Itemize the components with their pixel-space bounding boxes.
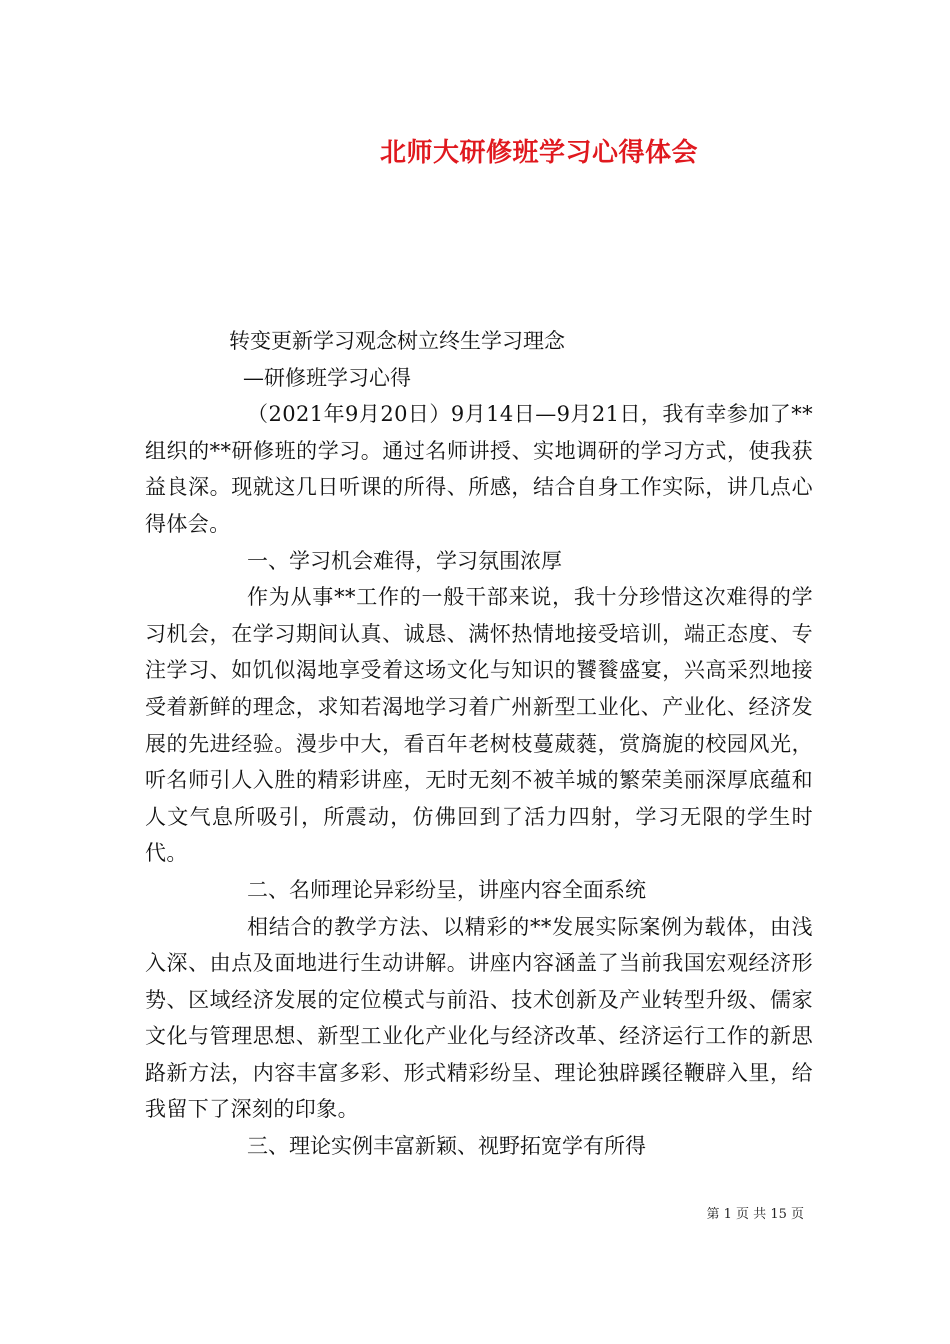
subtitle: 转变更新学习观念树立终生学习理念 — [229, 329, 565, 353]
document-title: 北师大研修班学习心得体会 — [379, 138, 698, 168]
paragraph-intro: （2021年9月20日）9月14日—9月21日，我有幸参加了**组织的**研修班的学习。通过名师讲授、实地调研的学习方式，使我获益良深。现就这几日听课的所得、所感，结合自身工作实际，讲几点心得体会。 — [145, 402, 813, 536]
page-number-footer: 第 1 页 共 15 页 — [706, 1207, 804, 1222]
paragraph-1: 作为从事**工作的一般干部来说，我十分珍惜这次难得的学习机会，在学习期间认真、诚恳、满怀热情地接受培训，端正态度、专注学习、如饥似渴地享受着这场文化与知识的饕餮盛宴，兴高采烈地接受着新鲜的理念，求知若渴地学习着广州新型工业化、产业化、经济发展的先进经验。漫步中大，看百年老树枝蔓葳蕤，赏旖旎的校园风光，听名师引人入胜的精彩讲座，无时无刻不被羊城的繁荣美丽深厚底蕴和人文气息所吸引，所震动，仿佛回到了活力四射，学习无限的学生时代。 — [145, 585, 813, 866]
subtitle-secondary: —研修班学习心得 — [243, 365, 411, 390]
section-heading-3: 三、理论实例丰富新颖、视野拓宽学有所得 — [247, 1134, 646, 1159]
paragraph-2: 相结合的教学方法、以精彩的**发展实际案例为载体，由浅入深、由点及面地进行生动讲解。讲座内容涵盖了当前我国宏观经济形势、区域经济发展的定位模式与前沿、技术创新及产业转型升级、儒家文化与管理思想、新型工业化产业化与经济改革、经济运行工作的新思路新方法，内容丰富多彩、形式精彩纷呈、理论独辟蹊径鞭辟入里，给我留下了深刻的印象。 — [145, 914, 813, 1122]
section-heading-2: 二、名师理论异彩纷呈，讲座内容全面系统 — [247, 877, 646, 902]
document-body — [145, 323, 813, 1165]
section-heading-1: 一、学习机会难得，学习氛围浓厚 — [247, 548, 562, 573]
